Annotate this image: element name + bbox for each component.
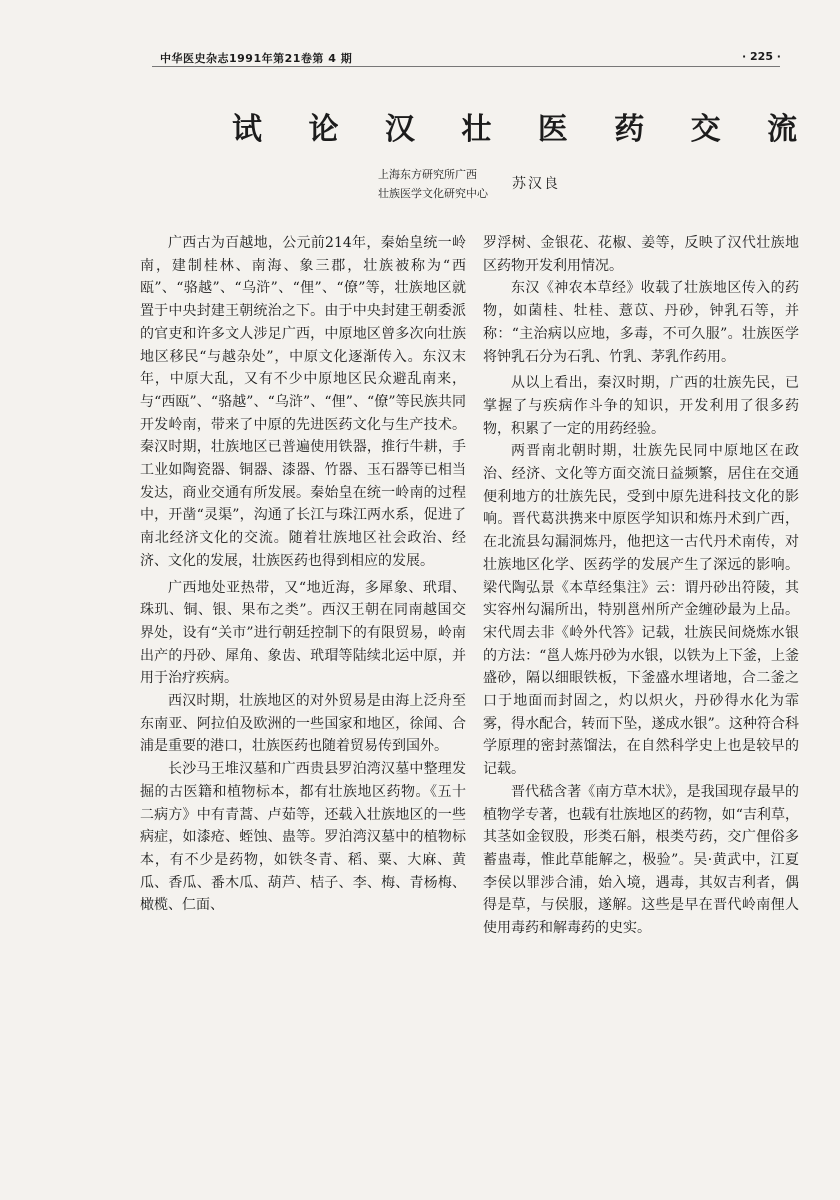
left-column [140,232,466,917]
page-number: · 225 · [742,50,781,63]
paragraph: 东汉《神农本草经》收载了壮族地区传入的药物，如菌桂、牡桂、薏苡、丹砂，钟乳石等，并称：“主治病以应地，多毒，不可久服”。壮族医学将钟乳石分为石乳、竹乳、茅乳作药用。 [483,280,799,365]
header-rule [152,66,780,67]
affiliation-line-2: 壮族医学文化研究中心 [378,187,488,200]
paragraph: 广西地处亚热带，又“地近海，多犀象、玳瑁、珠玑、铜、银、果布之类”。西汉王朝在同南越国交界处，设有“关市”进行朝廷控制下的有限贸易，岭南出产的丹砂、犀角、象齿、玳瑁等陆续北运中原，并用于治疗疾病。 [140,579,466,687]
author-name: 苏汉良 [512,176,560,192]
journal-header: 中华医史杂志1991年第21卷第 4 期 [160,52,353,65]
affiliation [378,165,488,203]
paragraph: 两晋南北朝时期，壮族先民同中原地区在政治、经济、文化等方面交流日益频繁，居住在交通便利地方的壮族先民，受到中原先进科技文化的影响。晋代葛洪携来中原医学知识和炼丹术到广西，在北流县勾漏洞炼丹，他把这一古代丹术南传，对壮族地区化学、医药学的发展产生了深远的影响。梁代陶弘景《本草经集注》云：谓丹砂出符陵，其实容州勾漏所出，特别邕州所产金缠砂最为上品。宋代周去非《岭外代答》记载，壮族民间烧炼水银的方法：“邕人炼丹砂为水银，以铁为上下釜，上釜盛砂，隔以细眼铁板，下釜盛水埋诸地，合二釜之口于地面而封固之，灼以炽火，丹砂得水化为霏雾，得水配合，转而下坠，遂成水银”。这种符合科学原理的密封蒸馏法，在自然科学史上也是较早的记载。 [483,443,799,778]
paragraph: 罗浮树、金银花、花椒、姜等，反映了汉代壮族地区药物开发利用情况。 [483,235,799,274]
paragraph: 广西古为百越地，公元前214年，秦始皇统一岭南，建制桂林、南海、象三郡，壮族被称为“西瓯”、“骆越”、“乌浒”、“俚”、“僚”等，壮族地区就置于中央封建王朝统治之下。由于中央封建王朝委派的官吏和许多文人涉足广西，中原地区曾多次向壮族地区移民“与越杂处”，中原文化逐渐传入。东汉末年，中原大乱，又有不少中原地区民众避乱南来，与“西瓯”、“骆越”、“乌浒”、“俚”、“僚”等民族共同开发岭南，带来了中原的先进医药文化与生产技术。秦汉时期，壮族地区已普遍使用铁器，推行牛耕，手工业如陶瓷器、铜器、漆器、竹器、玉石器等已相当发达，商业交通有所发展。秦始皇在统一岭南的过程中，开凿“灵渠”，沟通了长江与珠江两水系，促进了南北经济文化的交流。随着壮族地区社会政治、经济、文化的发展，壮族医药也得到相应的发展。 [140,235,466,569]
paragraph: 从以上看出，秦汉时期，广西的壮族先民，已掌握了与疾病作斗争的知识，开发利用了很多药物，积累了一定的用药经验。 [483,375,799,437]
article-title: 试 论 汉 壮 医 药 交 流 [232,112,816,147]
affiliation-line-1: 上海东方研究所广西 [378,168,477,181]
paragraph: 长沙马王堆汉墓和广西贵县罗泊湾汉墓中整理发掘的古医籍和植物标本，都有壮族地区药物。《五十二病方》中有青蒿、卢茹等，还载入壮族地区的一些病症，如漆疮、蛭蚀、蛊等。罗泊湾汉墓中的植物标本，有不少是药物，如铁冬青、稻、粟、大麻、黄瓜、香瓜、番木瓜、葫芦、桔子、李、梅、青杨梅、橄榄、仁面、 [140,761,466,914]
paragraph: 晋代嵇含著《南方草木状》，是我国现存最早的植物学专著，也载有壮族地区的药物，如“吉利草，其茎如金钗股，形类石斛，根类芍药，交广俚俗多蓄蛊毒，惟此草能解之，极验”。吴·黄武中，江夏李侯以罪涉合浦，始入境，遇毒，其奴吉利者，偶得是草，与侯服，遂解。这些是早在晋代岭南俚人使用毒药和解毒药的史实。 [483,783,799,937]
right-column [483,232,799,940]
paragraph: 西汉时期，壮族地区的对外贸易是由海上泛舟至东南亚、阿拉伯及欧洲的一些国家和地区，徐闻、合浦是重要的港口，壮族医药也随着贸易传到国外。 [140,693,466,755]
